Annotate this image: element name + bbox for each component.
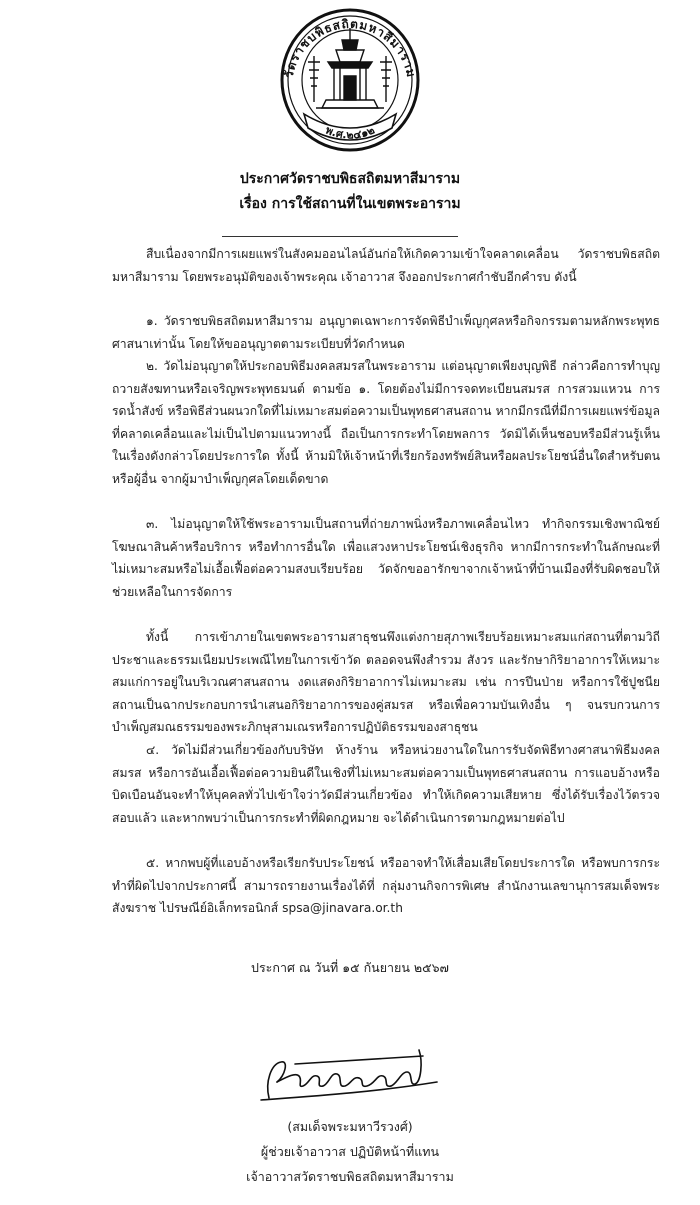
dress-code-paragraph: ทั้งนี้ การเข้าภายในเขตพระอารามสาธุชนพึงแต่งกายสุภาพเรียบร้อยเหมาะสมแก่สถานที่ตามวิถีประชาและธรรมเนียมประเพณีไทยในการเข้าวัด ตลอดจนพึงสำรวม สังวร และรักษากิริยาอาการให้เหมาะสมแก่การอยู่ในบริเวณศาสนสถาน งดแสดงกิริยาอาการไม่เหมาะสม เช่น การปีนป่าย หรือการใช้ปูชนียสถานเป็นฉากประกอบการนำเสนอกิริยาอาการของคู่สมรส หรือเพื่อความบันเทิงอื่น ๆ จนรบกวนการบำเพ็ญสมณธรรมของพระภิกษุสามเณรหรือการปฏิบัติธรรมของสาธุชน bbox=[112, 630, 660, 734]
announcement-title: ประกาศวัดราชบพิธสถิตมหาสีมาราม bbox=[239, 171, 461, 187]
seal-ring-text: วัดราชบพิธสถิตมหาสีมาราม bbox=[281, 16, 419, 80]
announcement-date: ประกาศ ณ วันที่ ๑๕ กันยายน ๒๕๖๗ bbox=[251, 960, 449, 975]
signer-name: (สมเด็จพระมหาวีรวงศ์) bbox=[287, 1119, 413, 1134]
clause-4-paragraph: ๔. วัดไม่มีส่วนเกี่ยวข้องกับบริษัท ห้างร้าน หรือหน่วยงานใดในการรับจัดพิธีทางศาสนาพิธีมงคลสมรส หรือการอันเอื้อเฟื้อต่อความยินดีในเชิงที่ไม่เหมาะสมต่อความเป็นพุทธศาสนสถาน การแอบอ้างหรือบิดเบือนอันจะทำให้บุคคลทั่วไปเข้าใจว่าวัดมีส่วนเกี่ยวข้อง ทำให้เกิดความเสียหาย ซึ่งได้รับเรื่องไว้ตรวจสอบแล้ว และหากพบว่าเป็นการกระทำที่ผิดกฎหมาย จะได้ดำเนินการตามกฎหมายต่อไป bbox=[112, 743, 660, 825]
clause-5-paragraph: ๕. หากพบผู้ที่แอบอ้างหรือเรียกรับประโยชน์ หรืออาจทำให้เสื่อมเสียโดยประการใด หรือพบการกระทำที่ผิดไปจากประกาศนี้ สามารถรายงานเรื่องได้ที่ กลุ่มงานกิจการพิเศษ สำนักงานเลขานุการสมเด็จพระสังฆราช ไปรษณีย์อิเล็กทรอนิกส์ spsa@jinavara.or.th bbox=[112, 856, 660, 915]
clause-1-paragraph: ๑. วัดราชบพิธสถิตมหาสีมาราม อนุญาตเฉพาะการจัดพิธีบำเพ็ญกุศลหรือกิจกรรมตามหลักพระพุทธศาสนาเท่านั้น โดยให้ขออนุญาตตามระเบียบที่วัดกำหนด bbox=[112, 314, 660, 351]
signer-role: ผู้ช่วยเจ้าอาวาส ปฏิบัติหน้าที่แทน bbox=[260, 1144, 440, 1159]
clause-2-paragraph: ๒. วัดไม่อนุญาตให้ประกอบพิธีมงคลสมรสในพระอาราม แต่อนุญาตเพียงบุญพิธี กล่าวคือการทำบุญถวายสังฆทานหรือเจริญพระพุทธมนต์ ตามข้อ ๑. โดยต้องไม่มีการจดทะเบียนสมรส การสวมแหวน การรดน้ำสังข์ หรือพิธีส่วนผนวกใดที่ไม่เหมาะสมต่อความเป็นพุทธศาสนสถาน หากมีกรณีที่มีการเผยแพร่ข้อมูลที่คลาดเคลื่อนและไม่เป็นไปตามแนวทางนี้ ถือเป็นการกระทำโดยพลการ วัดมิได้เห็นชอบหรือมีส่วนรู้เห็นในเรื่องดังกล่าวโดยประการใด ทั้งนี้ ห้ามมิให้เจ้าหน้าที่เรียกร้องทรัพย์สินหรือผลประโยชน์อื่นใดสำหรับตนหรือผู้อื่น จากผู้มาบำเพ็ญกุศลโดยเด็ดขาด bbox=[112, 359, 660, 486]
seal-year-text: พ.ศ.๒๔๑๒ bbox=[323, 123, 377, 142]
clause-3-paragraph: ๓. ไม่อนุญาตให้ใช้พระอารามเป็นสถานที่ถ่ายภาพนิ่งหรือภาพเคลื่อนไหว ทำกิจกรรมเชิงพาณิชย์ โฆษณาสินค้าหรือบริการ หรือทำการอื่นใด เพื่อแสวงหาประโยชน์เชิงธุรกิจ หากมีการกระทำในลักษณะที่ไม่เหมาะสมหรือไม่เอื้อเฟื้อต่อความสงบเรียบร้อย วัดจักขออารักขาจากเจ้าหน้าที่บ้านเมืองที่รับผิดชอบให้ช่วยเหลือในการจัดการ bbox=[112, 517, 660, 599]
signer-office: เจ้าอาวาสวัดราชบพิธสถิตมหาสีมาราม bbox=[246, 1169, 454, 1184]
temple-seal-logo bbox=[270, 6, 430, 156]
intro-paragraph: สืบเนื่องจากมีการเผยแพร่ในสังคมออนไลน์อันก่อให้เกิดความเข้าใจคลาดเคลื่อน วัดราชบพิธสถิตมหาสีมาราม โดยพระอนุมัติของเจ้าพระคุณ เจ้าอาวาส จึงออกประกาศกำชับอีกคำรบ ดังนี้ bbox=[112, 247, 660, 284]
signature-image bbox=[255, 1042, 440, 1104]
title-divider bbox=[222, 236, 458, 237]
announcement-subject: เรื่อง การใช้สถานที่ในเขตพระอาราม bbox=[239, 196, 461, 212]
